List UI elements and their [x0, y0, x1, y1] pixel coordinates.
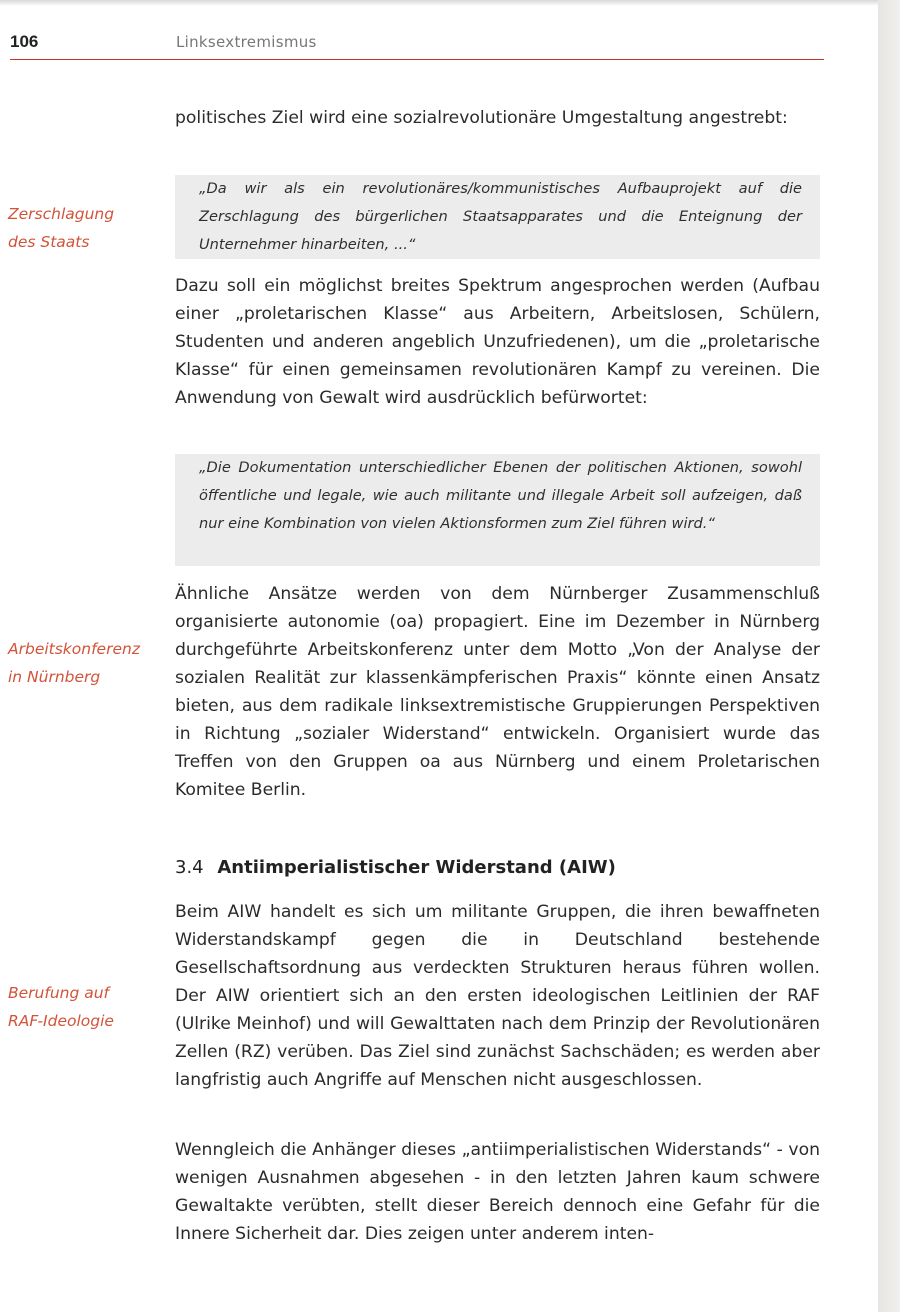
side-note-line: Arbeitskonferenz: [8, 640, 140, 658]
quote-2: „Die Dokumentation unterschiedlicher Ebenen der politischen Aktionen, sowohl öffentliche und legale, wie auch militante und illegale Arbeit soll aufzeigen, daß nur eine Kombination von vielen Aktionsformen zum Ziel führen wird.“: [175, 454, 820, 566]
paragraph-1: politisches Ziel wird eine sozialrevolutionäre Umgestaltung angestrebt:: [175, 108, 788, 128]
side-note-arbeitskonferenz: [8, 635, 158, 691]
side-note-line: Berufung auf: [8, 984, 110, 1002]
page-header: [10, 32, 824, 60]
section-heading: [175, 854, 820, 882]
header-rule: [10, 59, 824, 60]
side-note-line: RAF-Ideologie: [8, 1012, 114, 1030]
side-note-zerschlagung: [8, 200, 158, 256]
page-number: 106: [10, 32, 39, 51]
paragraph-4: Beim AIW handelt es sich um militante Gruppen, die ihren bewaffneten Widerstandskampf gegen die in Deutschland bestehende Gesellschaftsordnung aus verdeckten Strukturen heraus führen wollen. Der AIW orientiert sich an den ersten ideologischen Leitlinien der RAF (Ulrike Meinhof) und will Gewalttaten nach dem Prinzip der Revolutionären Zellen (RZ) verüben. Das Ziel sind zunächst Sachschäden; es werden aber langfristig auch Angriffe auf Menschen nicht ausgeschlossen.: [175, 902, 820, 1090]
paragraph-5: Wenngleich die Anhänger dieses „antiimperialistischen Widerstands“ - von wenigen Ausnahmen abgesehen - in den letzten Jahren kaum schwere Gewaltakte verübten, stellt dieser Bereich dennoch eine Gefahr für die Innere Sicherheit dar. Dies zeigen unter anderem inten-: [175, 1140, 820, 1244]
side-note-line: in Nürnberg: [8, 668, 101, 686]
side-note-line: Zerschlagung: [8, 205, 115, 223]
quote-1: „Da wir als ein revolutionäres/kommunistisches Aufbauprojekt auf die Zerschlagung des bürgerlichen Staatsapparates und die Enteignung der Unternehmer hinarbeiten, ...“: [175, 175, 820, 259]
paragraph-3: Ähnliche Ansätze werden von dem Nürnberger Zusammenschluß organisierte autonomie (oa) propagiert. Eine im Dezember in Nürnberg durchgeführte Arbeitskonferenz unter dem Motto „Von der Analyse der sozialen Realität zur klassenkämpferischen Praxis“ könnte einen Ansatz bieten, aus dem radikale linksextremistische Gruppierungen Perspektiven in Richtung „sozialer Widerstand“ entwickeln. Organisiert wurde das Treffen von den Gruppen oa aus Nürnberg und einem Proletarischen Komitee Berlin.: [175, 584, 820, 800]
side-note-line: des Staats: [8, 233, 90, 251]
section-title: Antiimperialistischer Widerstand (AIW): [217, 857, 616, 878]
page-top-shadow: [0, 0, 878, 6]
section-number: 3.4: [175, 857, 204, 878]
paragraph-2: Dazu soll ein möglichst breites Spektrum angesprochen werden (Aufbau einer „proletarischen Klasse“ aus Arbeitern, Arbeitslosen, Schülern, Studenten und anderen angeblich Unzufriedenen), um die „proletarische Klasse“ für einen gemeinsamen revolutionären Kampf zu vereinen. Die Anwendung von Gewalt wird ausdrücklich befürwortet:: [175, 276, 820, 408]
running-head: Linksextremismus: [176, 33, 317, 51]
side-note-berufung: [8, 979, 158, 1035]
page-edge: [878, 0, 900, 1312]
